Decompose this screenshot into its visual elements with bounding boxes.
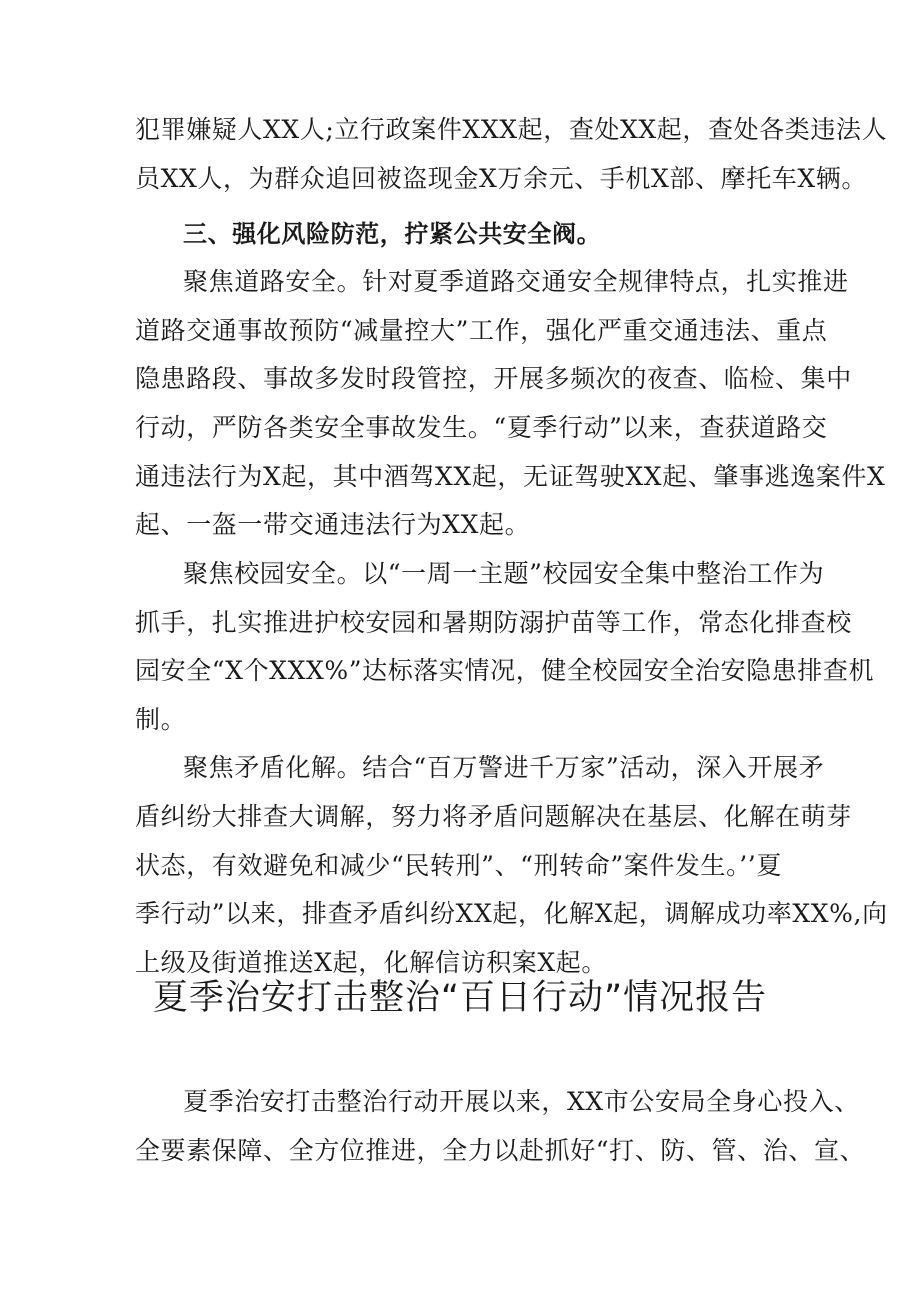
- text-line: 盾纠纷大排查大调解，努力将矛盾问题解决在基层、化解在萌芽: [135, 802, 852, 831]
- section-heading: 三、强化风险防范，拧紧公共安全阀。: [183, 220, 602, 248]
- text-line: 隐患路段、事故多发时段管控，开展多频次的夜查、临检、集中: [135, 364, 852, 393]
- text-line: 道路交通事故预防“减量控大”工作，强化严重交通违法、重点: [135, 316, 828, 345]
- text-line: 犯罪嫌疑人XX人;立行政案件XXX起，查处XX起，查处各类违法人: [135, 115, 888, 144]
- text-line: 聚焦校园安全。以“一周一主题”校园安全集中整治工作为: [183, 559, 825, 588]
- text-line: 行动，严防各类安全事故发生。“夏季行动”以来，查获道路交: [135, 413, 828, 442]
- report-title: 夏季治安打击整治“百日行动”情况报告: [152, 978, 768, 1018]
- text-line: 抓手，扎实推进护校安园和暑期防溺护苗等工作，常态化排查校: [135, 608, 852, 637]
- text-line: 制。: [135, 705, 187, 734]
- text-line: 上级及街道推送X起，化解信访积案X起。: [135, 948, 607, 977]
- text-line: 聚焦矛盾化解。结合“百万警进千万家”活动，深入开展矛: [183, 753, 825, 782]
- text-line: 全要素保障、全方位推进，全力以赴抓好“打、防、管、治、宣、: [135, 1136, 866, 1165]
- text-line: 员XX人，为群众追回被盗现金X万余元、手机X部、摩托车X辆。: [135, 164, 867, 193]
- text-line: 通违法行为X起，其中酒驾XX起，无证驾驶XX起、肇事逃逸案件X: [135, 462, 886, 491]
- text-line: 园安全“X个XXX%”达标落实情况，健全校园安全治安隐患排查机: [135, 656, 875, 685]
- text-line: 聚焦道路安全。针对夏季道路交通安全规律特点，扎实推进: [183, 267, 849, 296]
- text-line: 季行动”以来，排查矛盾纠纷XX起，化解X起，调解成功率XX%,向: [135, 899, 888, 928]
- text-line: 状态，有效避免和减少“民转刑”、“刑转命”案件发生。’’夏: [135, 851, 782, 880]
- text-line: 起、一盔一带交通违法行为XX起。: [135, 510, 531, 539]
- text-line: 夏季治安打击整治行动开展以来，XX市公安局全身心投入、: [183, 1087, 860, 1116]
